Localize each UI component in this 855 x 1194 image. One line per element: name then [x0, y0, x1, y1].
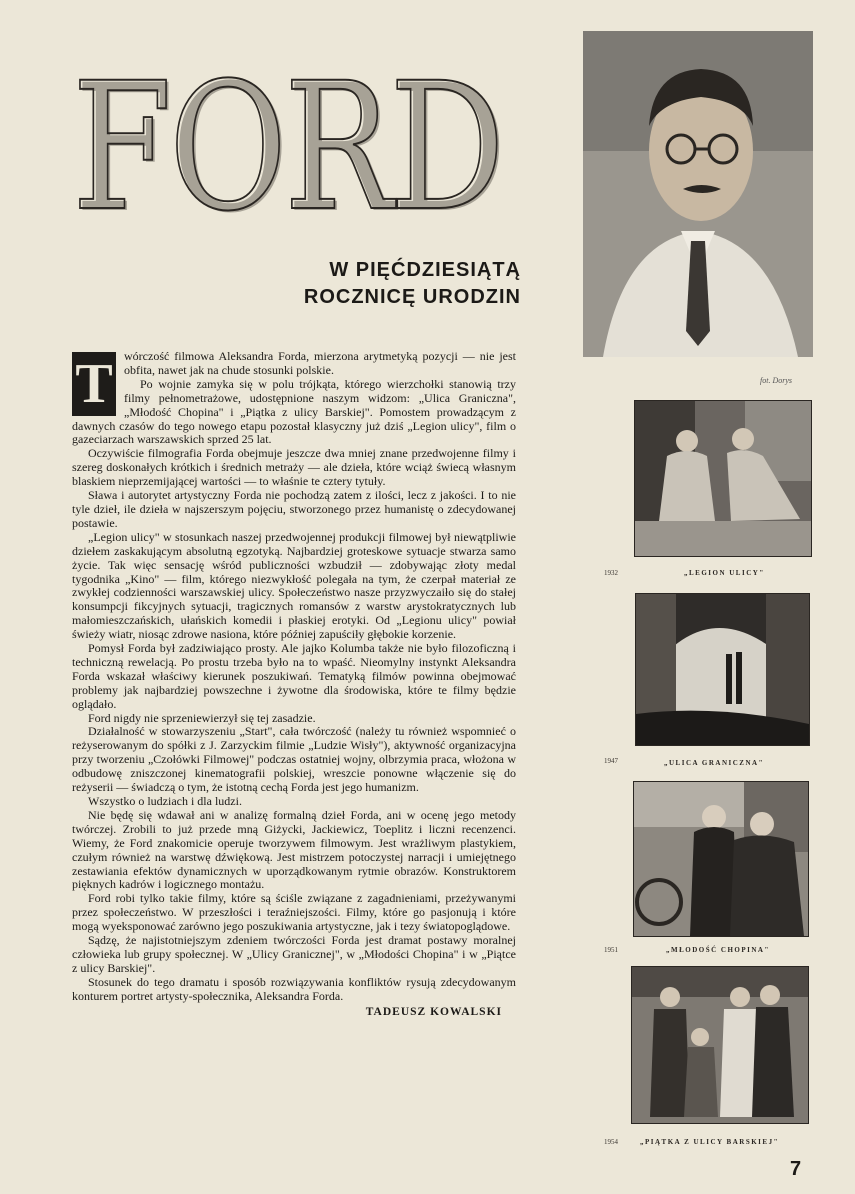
article-paragraph: Oczywiście filmografia Forda obejmuje jeszcze dwa mniej znane przedwojenne filmy i szereg doskonałych krótkich i średnich metraży — ale dzieła, które wciąż świecą własnym blaskiem nieprzemijającej wartości — to właśnie te cztery tytuły. — [72, 446, 516, 489]
film-still-mlodosc-chopina — [633, 781, 809, 937]
article-paragraph: Stosunek do tego dramatu i sposób rozwiązywania konfliktów rysują zdecydowanym konturem portret artysty-społecznika, Aleksandra Forda. — [72, 974, 516, 1003]
article-author: TADEUSZ KOWALSKI — [365, 1005, 502, 1018]
article-paragraph: Sława i autorytet artystyczny Forda nie pochodzą zatem z ilości, lecz z jakości. I to nie tyle dzieł, ile dzieła w najszerszym pojęciu, stworzonego przez humanistę o zdecydowanej postawie. — [72, 488, 516, 530]
subtitle-line: ROCZNICĘ URODZIN — [303, 286, 521, 308]
subtitle-line: W PIĘĆDZIESIĄTĄ — [329, 259, 521, 281]
article-paragraph: Ford robi tylko takie filmy, które są ściśle związane z zagadnieniami, przeżywanymi przez społeczeństwo. W przeszłości i teraźniejszości. Filmy, które go pasjonują i które mogą wyeksponować zarówno jego poszukiwania artystyczne, jak i tezy światopoglądowe. — [72, 891, 516, 934]
article-paragraph: „Legion ulicy" w stosunkach naszej przedwojennej produkcji filmowej był niewątpliwie dziełem zaskakującym absolutną egzotyką. Najbardziej groteskowe sytuacje stwarza samo życie. Tak więc sensację wśród publiczności wzbudził — zdobywając złoty medal tygodnika „Kino" — film, którego niezwykłość polegała na tym, że czerpał materiał ze zwykłej codzienności warszawskiej ulicy. Społeczeństwo nasze przyzwyczaiło się do stałej konsumpcji fikcyjnych sytuacji, tragicznych romansów z warstw arystokratycznych lub małomieszczańskich, ułańskich komedii i płaskiej erotyki. Od „Legionu ulicy" powiał świeży wiatr, niosąc zdrowe nasiona, które później zapuściły głębokie korzenie. — [72, 529, 516, 642]
film-still-legion-ulicy — [634, 400, 812, 557]
portrait-illustration — [583, 31, 813, 357]
page-title: FORD — [72, 45, 502, 250]
still-caption: „ULICA GRANICZNA" — [664, 759, 764, 767]
article-paragraph: wórczość filmowa Aleksandra Forda, mierzona arytmetyką pozycji — nie jest obfita, nawet jak na chude stosunki polskie. — [124, 349, 516, 377]
film-still-ulica-graniczna — [635, 593, 810, 746]
still-caption: „LEGION ULICY" — [684, 569, 765, 577]
page-number: 7 — [790, 1158, 802, 1180]
still-illustration — [635, 401, 811, 556]
subtitle — [236, 257, 521, 311]
still-illustration — [632, 967, 808, 1123]
article-paragraph: Ford nigdy nie sprzeniewierzył się tej zasadzie. — [88, 710, 316, 725]
article-paragraph: Działalność w stowarzyszeniu „Start", cała twórczość (należy tu również wspomnieć o reżyserowanym do spółki z J. Zarzyckim filmie „Ludzie Wisły"), aktywność organizacyjna przy tworzeniu „Czołówki Filmowej" podczas ostatniej wojny, olbrzymia praca, włożona w odbudowę zniszczonej kinematografii polskiej, wreszcie ponowne włączenie się do reżyserii — świadczą o tym, że istotną cechą Forda jest jego humanizm. — [72, 724, 516, 795]
article-paragraph: Po wojnie zamyka się w polu trójkąta, którego wierzchołki stanowią trzy filmy pełnometrażowe, udostępnione naszym widzom: „Ulica Graniczna", „Młodość Chopina" i „Piątka z ulicy Barskiej". Pomostem prowadzącym z dawnych czasów do tego nowego etapu pozostał klasyczny już dziś „Legion ulicy", film o gazeciarzach warszawskich sprzed 25 lat. — [72, 376, 516, 447]
article-body — [72, 350, 516, 1020]
still-year: 1951 — [604, 946, 618, 954]
still-year: 1947 — [604, 757, 618, 765]
still-year: 1932 — [604, 569, 618, 577]
still-illustration — [634, 782, 808, 936]
drop-cap: T — [72, 352, 116, 416]
still-illustration — [636, 594, 809, 745]
photo-credit: fot. Dorys — [760, 376, 792, 385]
article-paragraph: Nie będę się wdawał ani w analizę formalną dzieł Forda, ani w ocenę jego metody twórczej. Zrobili to już przede mną Giżycki, Jackiewicz, Toeplitz i liczni recenzenci. Wiemy, że Ford znakomicie operuje tworzywem filmowym. Jest wrażliwym plastykiem, czułym również na warstwę dźwiękową. Jest mistrzem potoczystej narracji i umiejętnego zestawiania efektów dynamicznych w uporządkowanym rytmie obrazów. Konstruktorem pięknych kadrów i logicznego montażu. — [72, 807, 516, 892]
article-paragraph: Sądzę, że najistotniejszym zdeniem twórczości Forda jest dramat postawy moralnej człowieka lub grupy społecznej. W „Ulicy Granicznej", w „Młodości Chopina" i w „Piątce z ulicy Barskiej". — [72, 933, 516, 975]
film-still-piatka-z-ulicy-barskiej — [631, 966, 809, 1124]
still-caption: „PIĄTKA Z ULICY BARSKIEJ" — [640, 1138, 779, 1146]
still-caption: „MŁODOŚĆ CHOPINA" — [666, 946, 770, 954]
article-paragraph: Pomysł Forda był zadziwiająco prosty. Ale jajko Kolumba także nie było filozoficzną i techniczną rewelacją. Po prostu trzeba było na to wpaść. Nieomylny instynkt Aleksandra Forda wskazał właściwy kierunek poszukiwań. Tematyką filmów powinna obejmować problemy jak najbardziej powszechne i żywotne dla środowiska, które te filmy będzie oglądało. — [72, 641, 516, 711]
article-paragraph: Wszystko o ludziach i dla ludzi. — [88, 794, 242, 808]
still-year: 1954 — [604, 1138, 618, 1146]
portrait-photo — [583, 31, 813, 357]
